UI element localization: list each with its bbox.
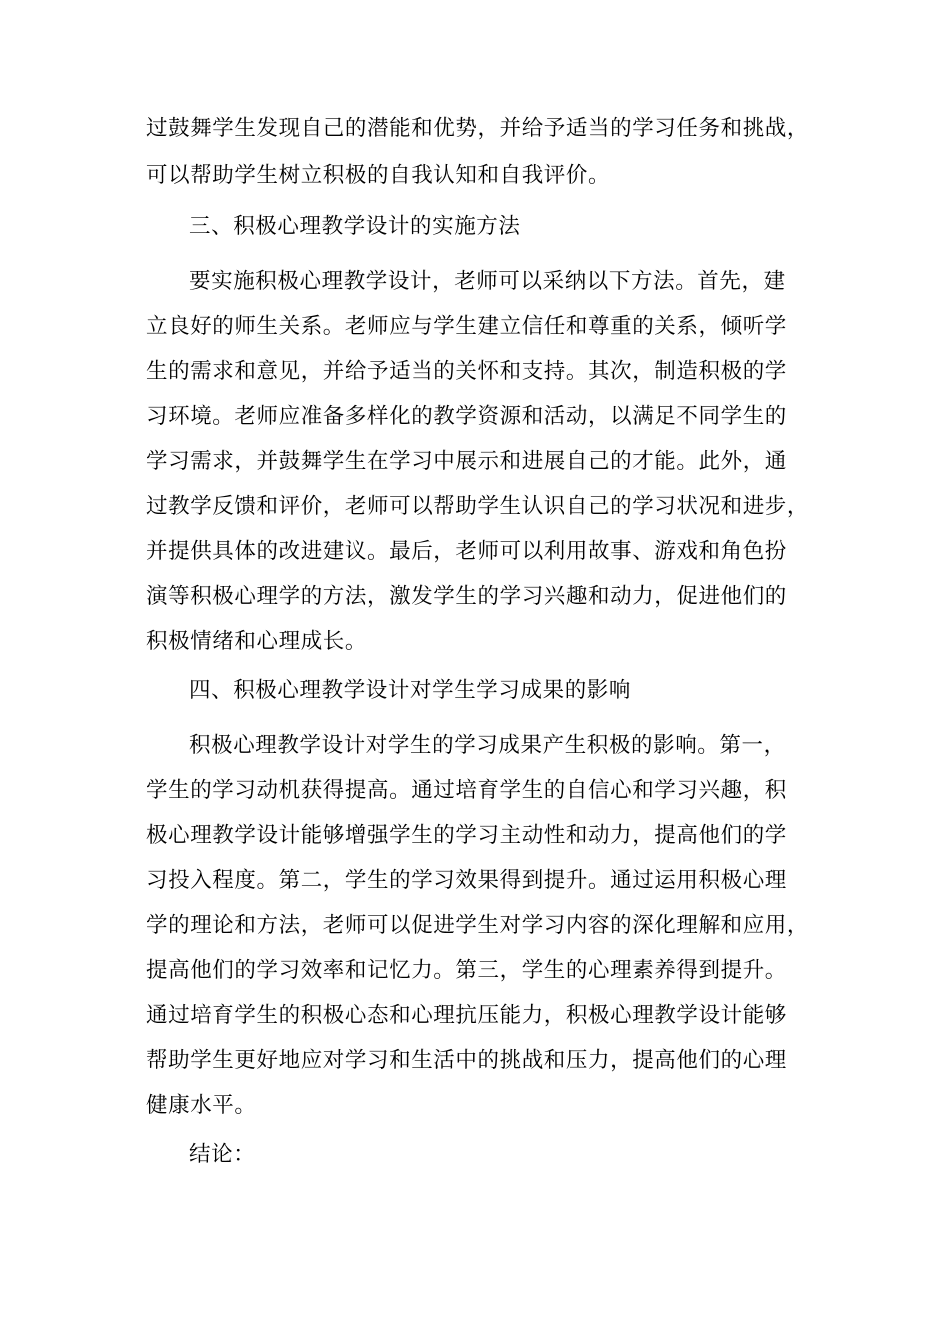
- paragraph-line: 通过培育学生的积极心态和心理抗压能力，积极心理教学设计能够: [146, 1003, 787, 1028]
- paragraph-line: 极心理教学设计能够增强学生的学习主动性和动力，提高他们的学: [146, 823, 787, 848]
- section-heading-4: 四、积极心理教学设计对学生学习成果的影响: [189, 678, 632, 703]
- paragraph-line: 习投入程度。第二，学生的学习效果得到提升。通过运用积极心理: [146, 868, 787, 893]
- paragraph-line: 学习需求，并鼓舞学生在学习中展示和进展自己的才能。此外，通: [146, 449, 787, 474]
- paragraph-line: 积极心理教学设计对学生的学习成果产生积极的影响。第一，: [189, 733, 786, 758]
- section-heading-3: 三、积极心理教学设计的实施方法: [189, 214, 521, 239]
- paragraph-line: 积极情绪和心理成长。: [146, 629, 368, 654]
- paragraph-line: 学生的学习动机获得提高。通过培育学生的自信心和学习兴趣，积: [146, 778, 787, 803]
- paragraph-line: 帮助学生更好地应对学习和生活中的挑战和压力，提高他们的心理: [146, 1048, 787, 1073]
- paragraph-line: 立良好的师生关系。老师应与学生建立信任和尊重的关系，倾听学: [146, 314, 787, 339]
- paragraph-line: 要实施积极心理教学设计，老师可以采纳以下方法。首先，建: [189, 269, 786, 294]
- paragraph-line: 演等积极心理学的方法，激发学生的学习兴趣和动力，促进他们的: [146, 584, 787, 609]
- conclusion-heading: 结论：: [189, 1142, 256, 1167]
- paragraph-line: 习环境。老师应准备多样化的教学资源和活动，以满足不同学生的: [146, 404, 787, 429]
- paragraph-line: 学的理论和方法，老师可以促进学生对学习内容的深化理解和应用，: [146, 913, 810, 938]
- paragraph-line: 并提供具体的改进建议。最后，老师可以利用故事、游戏和角色扮: [146, 539, 787, 564]
- paragraph-line: 过鼓舞学生发现自己的潜能和优势，并给予适当的学习任务和挑战，: [146, 116, 810, 141]
- paragraph-line: 提高他们的学习效率和记忆力。第三，学生的心理素养得到提升。: [146, 958, 787, 983]
- paragraph-line: 健康水平。: [146, 1093, 257, 1118]
- paragraph-line: 生的需求和意见，并给予适当的关怀和支持。其次，制造积极的学: [146, 359, 787, 384]
- paragraph-line: 过教学反馈和评价，老师可以帮助学生认识自己的学习状况和进步，: [146, 494, 810, 519]
- paragraph-line: 可以帮助学生树立积极的自我认知和自我评价。: [146, 163, 611, 188]
